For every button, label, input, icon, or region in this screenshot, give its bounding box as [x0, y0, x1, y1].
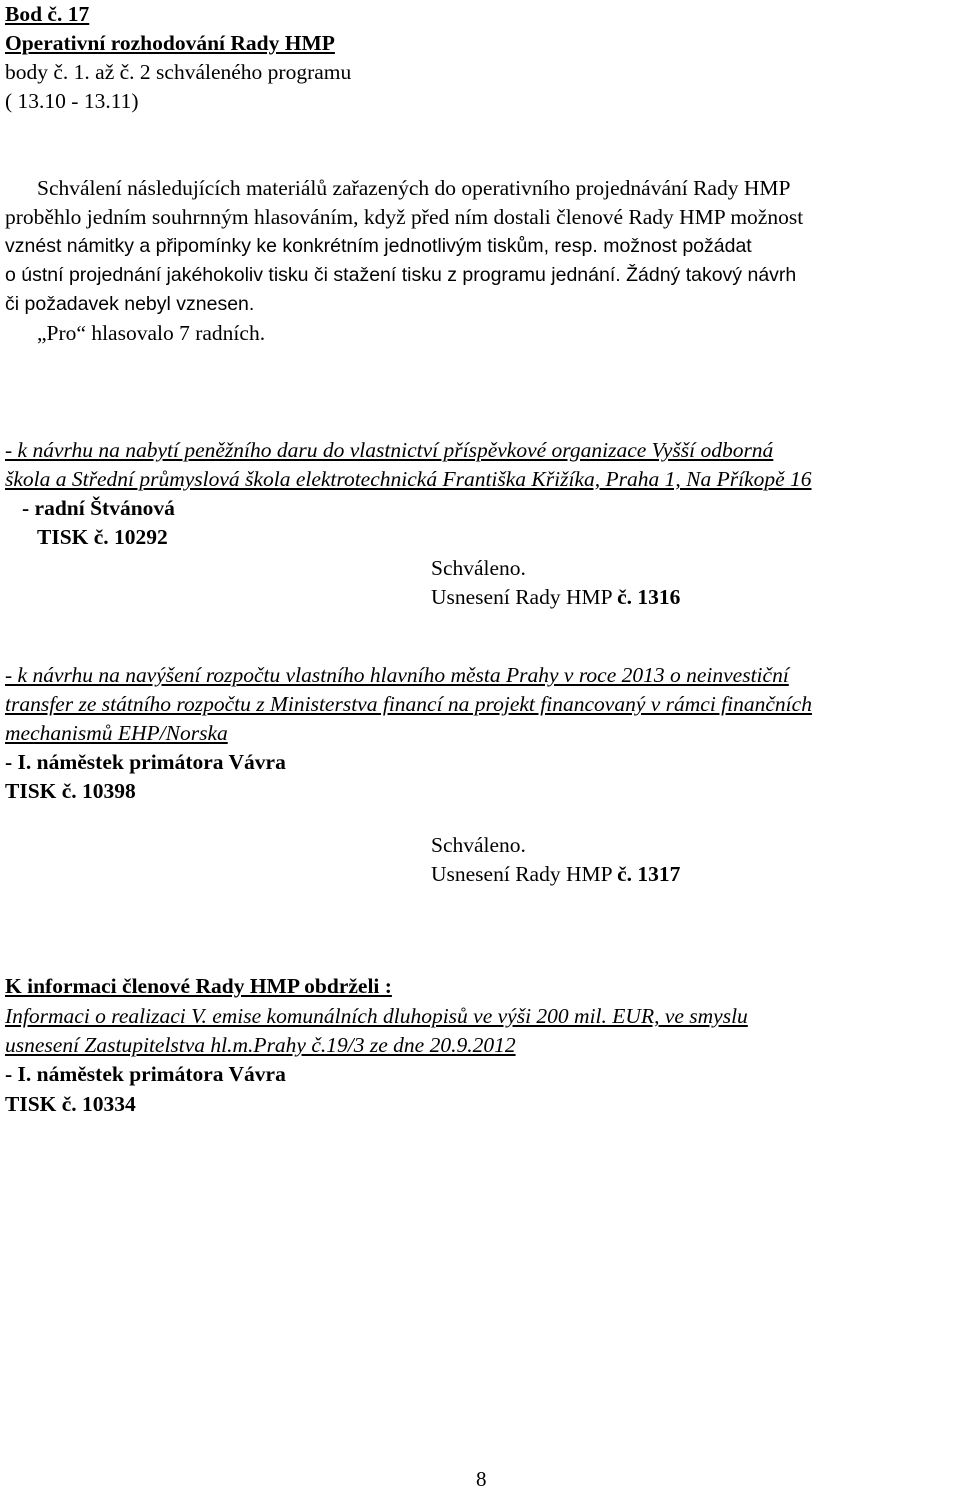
- item-number-heading: Bod č. 17: [5, 2, 90, 26]
- item-presenter: - radní Štvánová: [22, 496, 175, 520]
- info-heading: K informaci členové Rady HMP obdrželi :: [5, 974, 392, 998]
- item-subject: transfer ze státního rozpočtu z Ministerstva financí na projekt financovaný v rámci finančních: [5, 692, 812, 716]
- intro-line: [5, 232, 752, 261]
- intro-line: či požadavek nebyl vznesen.: [5, 293, 255, 315]
- resolution-number: č. 1316: [617, 585, 681, 609]
- item-subject: - k návrhu na navýšení rozpočtu vlastního hlavního města Prahy v roce 2013 o neinvestiční: [5, 663, 789, 687]
- info-subject: usnesení Zastupitelstva hl.m.Prahy č.19/3 ze dne 20.9.2012: [5, 1033, 516, 1057]
- intro-text: možnost požádat: [603, 235, 752, 257]
- info-presenter: - I. náměstek primátora Vávra: [5, 1062, 286, 1086]
- item-resolution: [431, 860, 680, 889]
- intro-line: o ústní projednání jakéhokoliv tisku či stažení tisku z programu jednání. Žádný takový návrh: [5, 264, 797, 286]
- intro-line: proběhlo jedním souhrnným hlasováním, když před ním dostali členové Rady HMP možnost: [5, 205, 804, 229]
- item-subject: škola a Střední průmyslová škola elektrotechnická Františka Křižíka, Praha 1, Na Příkopě 16: [5, 467, 812, 491]
- intro-line: Schválení následujících materiálů zařazených do operativního projednávání Rady HMP: [37, 176, 791, 200]
- item-subject: - k návrhu na nabytí peněžního daru do vlastnictví příspěvkové organizace Vyšší odborná: [5, 438, 774, 462]
- item-print: TISK č. 10398: [5, 779, 136, 803]
- item-resolution: [431, 583, 680, 612]
- info-subject: Informaci o realizaci V. emise komunálních dluhopisů ve výši 200 mil. EUR, ve smyslu: [5, 1004, 748, 1028]
- program-range: ( 13.10 - 13.11): [5, 89, 139, 113]
- info-print: TISK č. 10334: [5, 1092, 136, 1116]
- program-scope: body č. 1. až č. 2 schváleného programu: [5, 60, 352, 84]
- vote-result: „Pro“ hlasovalo 7 radních.: [37, 321, 266, 345]
- page-number: 8: [476, 1467, 487, 1491]
- intro-text: vznést námitky a připomínky ke konkrétním jednotlivým tiskům, resp.: [5, 235, 604, 257]
- resolution-number: č. 1317: [617, 862, 681, 886]
- item-result: Schváleno.: [431, 833, 526, 857]
- section-title: Operativní rozhodování Rady HMP: [5, 31, 335, 55]
- resolution-prefix: Usnesení Rady HMP: [431, 862, 618, 886]
- item-print: TISK č. 10292: [37, 525, 168, 549]
- item-presenter: - I. náměstek primátora Vávra: [5, 750, 286, 774]
- item-result: Schváleno.: [431, 556, 526, 580]
- item-subject: mechanismů EHP/Norska: [5, 721, 228, 745]
- resolution-prefix: Usnesení Rady HMP: [431, 585, 618, 609]
